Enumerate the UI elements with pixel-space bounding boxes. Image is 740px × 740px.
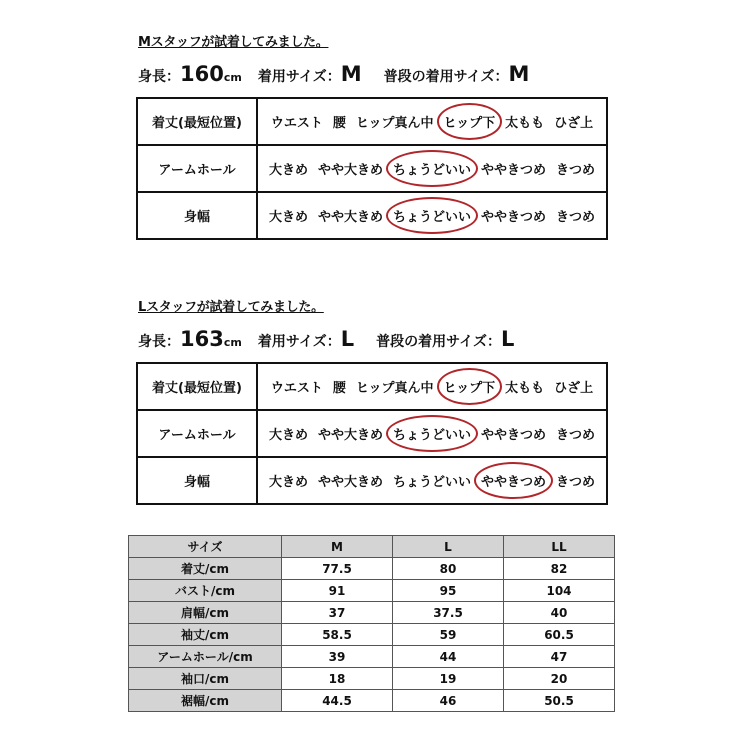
wear-value: M xyxy=(340,62,362,86)
fit-row-options xyxy=(257,363,607,410)
fit-row-label: アームホール xyxy=(137,145,257,192)
fit-option: ウエスト xyxy=(270,116,323,131)
size-cell: 50.5 xyxy=(504,690,615,712)
fit-option-selected: ややきつめ xyxy=(481,471,546,490)
size-cell: 46 xyxy=(393,690,504,712)
fit-option: きつめ xyxy=(556,428,596,443)
fit-row-options xyxy=(257,98,607,145)
fit-option-selected: ちょうどいい xyxy=(393,206,471,225)
fit-option: ややきつめ xyxy=(481,210,547,225)
size-cell: 39 xyxy=(282,646,393,668)
fit-table-l xyxy=(136,362,608,505)
size-row-label: 裾幅/cm xyxy=(129,690,282,712)
fit-row-options xyxy=(257,457,607,504)
size-cell: 60.5 xyxy=(504,624,615,646)
size-table-row xyxy=(129,646,615,668)
fit-row-options xyxy=(257,145,607,192)
wear-value: L xyxy=(340,327,355,351)
size-row-label: バスト/cm xyxy=(129,580,282,602)
fit-option: ヒップ真ん中 xyxy=(355,116,434,131)
fit-row-label: 着丈(最短位置) xyxy=(137,98,257,145)
fit-option: 大きめ xyxy=(268,210,308,225)
fit-row xyxy=(137,410,607,457)
size-table-row xyxy=(129,690,615,712)
fit-option: ややきつめ xyxy=(481,428,547,443)
height-value: 160 xyxy=(180,62,224,86)
fit-option: やや大きめ xyxy=(317,428,383,443)
size-cell: 20 xyxy=(504,668,615,690)
size-table xyxy=(128,535,615,712)
size-row-label: 袖丈/cm xyxy=(129,624,282,646)
size-cell: 40 xyxy=(504,602,615,624)
usual-label: 普段の着用サイズ： xyxy=(383,69,509,85)
size-cell: 44 xyxy=(393,646,504,668)
size-table-row xyxy=(129,602,615,624)
fit-option-selected: ヒップ下 xyxy=(444,112,496,131)
fit-option: きつめ xyxy=(556,210,596,225)
section-l-info xyxy=(138,327,514,351)
fit-option: ひざ上 xyxy=(554,116,594,131)
fit-option: ややきつめ xyxy=(481,163,547,178)
fit-option: ヒップ真ん中 xyxy=(355,381,434,396)
fit-row xyxy=(137,363,607,410)
fit-row-label: 着丈(最短位置) xyxy=(137,363,257,410)
height-label: 身長： xyxy=(138,69,180,85)
size-cell: 104 xyxy=(504,580,615,602)
fit-option: やや大きめ xyxy=(317,210,383,225)
size-row-label: 肩幅/cm xyxy=(129,602,282,624)
size-cell: 19 xyxy=(393,668,504,690)
fit-option: やや大きめ xyxy=(317,475,383,490)
fit-row-options xyxy=(257,192,607,239)
fit-option: 大きめ xyxy=(268,163,308,178)
fit-row-options xyxy=(257,410,607,457)
fit-option-selected: ちょうどいい xyxy=(393,424,471,443)
size-cell: 77.5 xyxy=(282,558,393,580)
size-cell: 44.5 xyxy=(282,690,393,712)
section-l-heading: Lスタッフが試着してみました。 xyxy=(138,300,324,315)
size-cell: 58.5 xyxy=(282,624,393,646)
size-table-header xyxy=(129,536,615,558)
fit-option-selected: ちょうどいい xyxy=(393,159,471,178)
fit-option: 太もも xyxy=(505,116,545,131)
size-header-cell: M xyxy=(282,536,393,558)
size-table-row xyxy=(129,558,615,580)
section-m-heading: Mスタッフが試着してみました。 xyxy=(138,35,329,50)
fit-row xyxy=(137,145,607,192)
fit-option: 大きめ xyxy=(268,428,308,443)
fit-row xyxy=(137,192,607,239)
size-row-label: 袖口/cm xyxy=(129,668,282,690)
wear-label: 着用サイズ： xyxy=(257,334,341,350)
fit-option-selected: ヒップ下 xyxy=(444,377,496,396)
size-cell: 18 xyxy=(282,668,393,690)
fit-option: 太もも xyxy=(505,381,545,396)
height-label: 身長： xyxy=(138,334,180,350)
size-cell: 37 xyxy=(282,602,393,624)
usual-value: L xyxy=(501,327,515,351)
fit-option: きつめ xyxy=(556,163,596,178)
usual-label: 普段の着用サイズ： xyxy=(376,334,501,350)
fit-option: ちょうどいい xyxy=(392,475,471,490)
fit-option: 腰 xyxy=(332,381,346,396)
fit-row xyxy=(137,98,607,145)
fit-option: ウエスト xyxy=(270,381,323,396)
size-cell: 91 xyxy=(282,580,393,602)
size-header-cell: L xyxy=(393,536,504,558)
fit-option: やや大きめ xyxy=(317,163,383,178)
height-value: 163 xyxy=(180,327,224,351)
height-unit: cm xyxy=(223,71,242,84)
fit-option: ひざ上 xyxy=(554,381,594,396)
fit-row-label: 身幅 xyxy=(137,192,257,239)
size-row-label: 着丈/cm xyxy=(129,558,282,580)
fit-row-label: 身幅 xyxy=(137,457,257,504)
size-row-label: アームホール/cm xyxy=(129,646,282,668)
size-cell: 37.5 xyxy=(393,602,504,624)
fit-option: 腰 xyxy=(332,116,346,131)
size-cell: 59 xyxy=(393,624,504,646)
section-m-info xyxy=(138,62,529,86)
size-cell: 80 xyxy=(393,558,504,580)
size-cell: 47 xyxy=(504,646,615,668)
fit-table-m xyxy=(136,97,608,240)
fit-option: 大きめ xyxy=(268,475,308,490)
size-table-row xyxy=(129,624,615,646)
size-table-row xyxy=(129,580,615,602)
height-unit: cm xyxy=(223,336,242,349)
size-header-cell: LL xyxy=(504,536,615,558)
size-cell: 95 xyxy=(393,580,504,602)
wear-label: 着用サイズ： xyxy=(257,69,341,85)
size-cell: 82 xyxy=(504,558,615,580)
fit-row xyxy=(137,457,607,504)
usual-value: M xyxy=(508,62,530,86)
size-table-row xyxy=(129,668,615,690)
fit-option: きつめ xyxy=(556,475,596,490)
size-header-cell: サイズ xyxy=(129,536,282,558)
fit-row-label: アームホール xyxy=(137,410,257,457)
